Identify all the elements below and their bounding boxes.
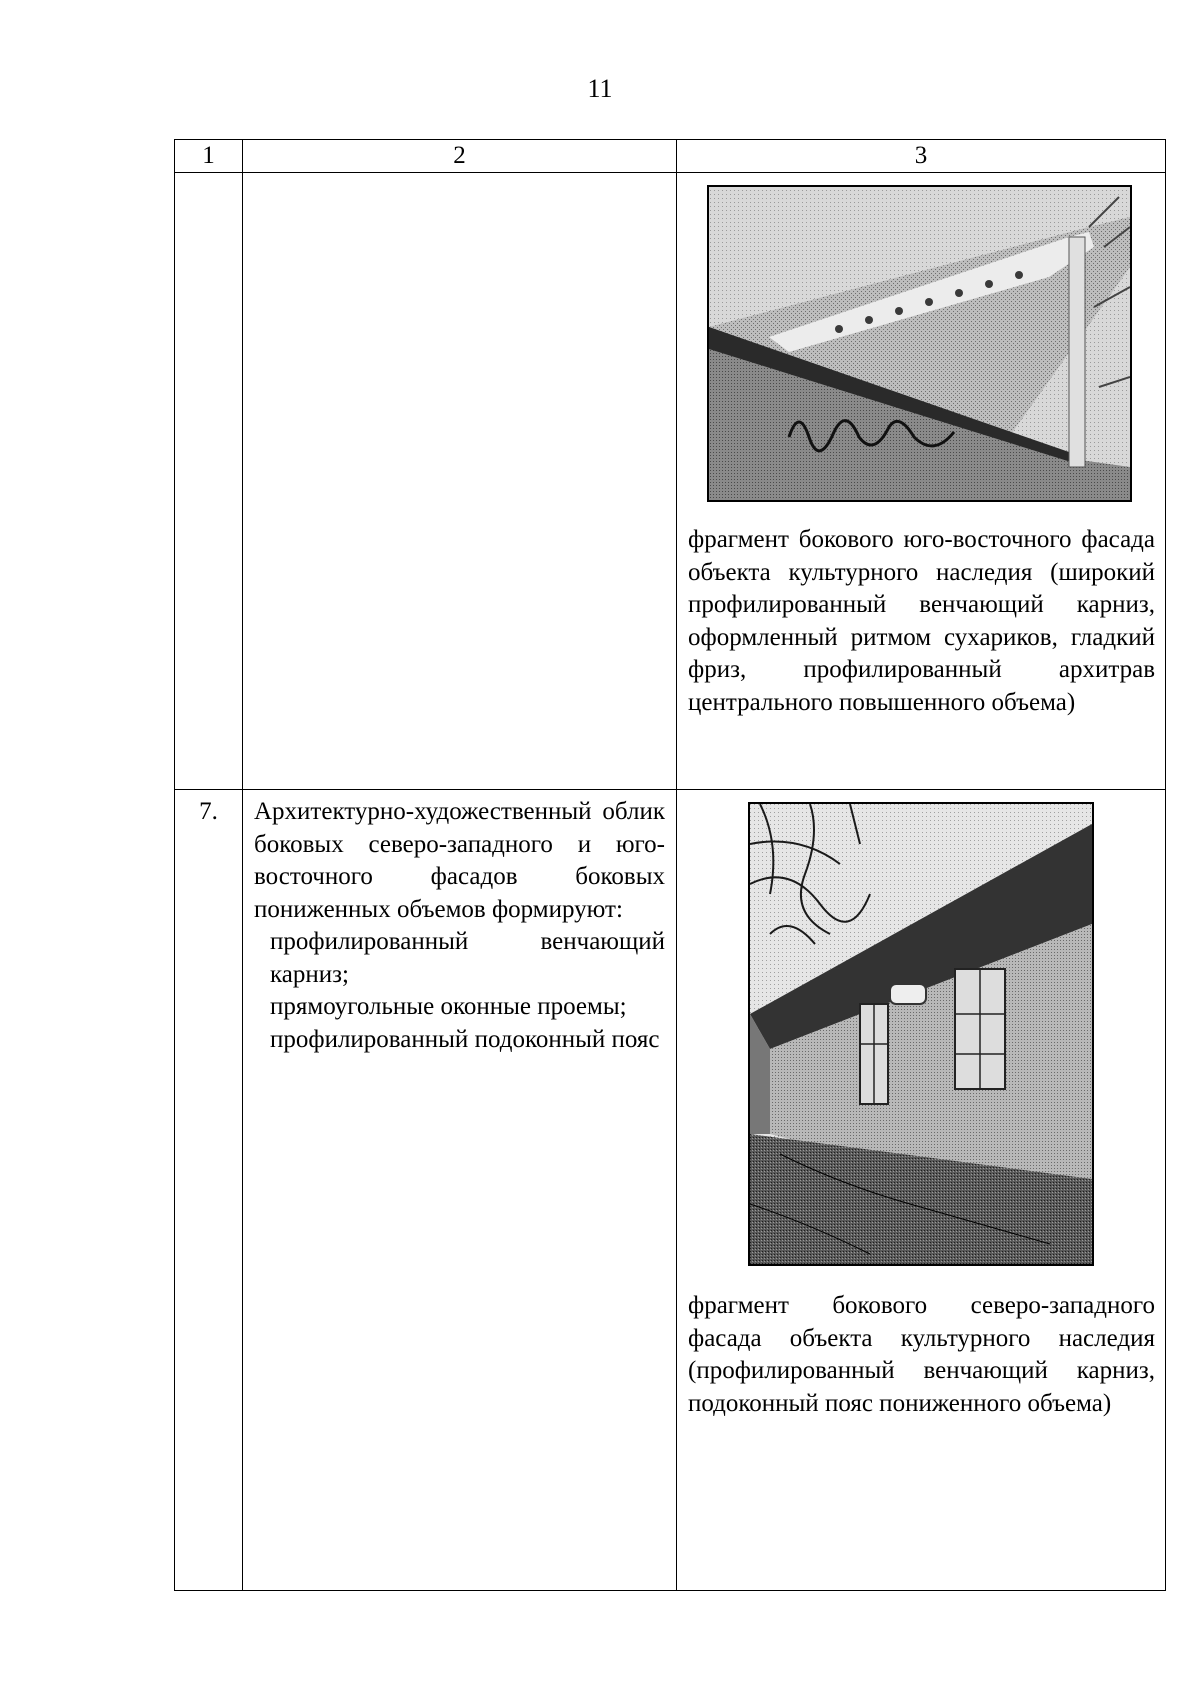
list-item: профилированный венчающий карниз; — [270, 928, 665, 988]
table-row — [175, 790, 1166, 1591]
page-number: 11 — [587, 74, 613, 103]
side-facade-photo — [748, 802, 1094, 1266]
table-row — [175, 173, 1166, 790]
facade-photo-drawing — [750, 804, 1092, 1264]
photo-caption: фрагмент бокового северо-западного фасада объекта культурного наследия (профилированный венчающий карниз, подоконный пояс пониженного объема) — [688, 1292, 1155, 1417]
heritage-table — [174, 139, 1166, 1591]
cornice-photo-drawing — [709, 187, 1130, 500]
row-photo-cell — [677, 790, 1166, 1591]
header-col-1: 1 — [175, 140, 243, 173]
row-number — [175, 173, 243, 790]
cornice-facade-photo — [707, 185, 1132, 502]
description-intro: Архитектурно-художественный облик боковых северо-западного и юго-восточного фасадов боковых пониженных объемов формируют: — [254, 798, 665, 923]
header-col-3: 3 — [677, 140, 1166, 173]
list-item: прямоугольные оконные проемы; — [270, 993, 627, 1020]
header-col-2: 2 — [243, 140, 677, 173]
row-number: 7. — [175, 790, 243, 1591]
photo-caption: фрагмент бокового юго-восточного фасада объекта культурного наследия (широкий профилированный венчающий карниз, оформленный ритмом сухариков, гладкий фриз, профилированный архитрав центрального повышенного объема) — [688, 526, 1155, 716]
list-item: профилированный подоконный пояс — [270, 1025, 660, 1053]
row-description — [243, 173, 677, 790]
row-description — [243, 790, 677, 1591]
row-photo-cell — [677, 173, 1166, 790]
table-header-row — [175, 140, 1166, 173]
